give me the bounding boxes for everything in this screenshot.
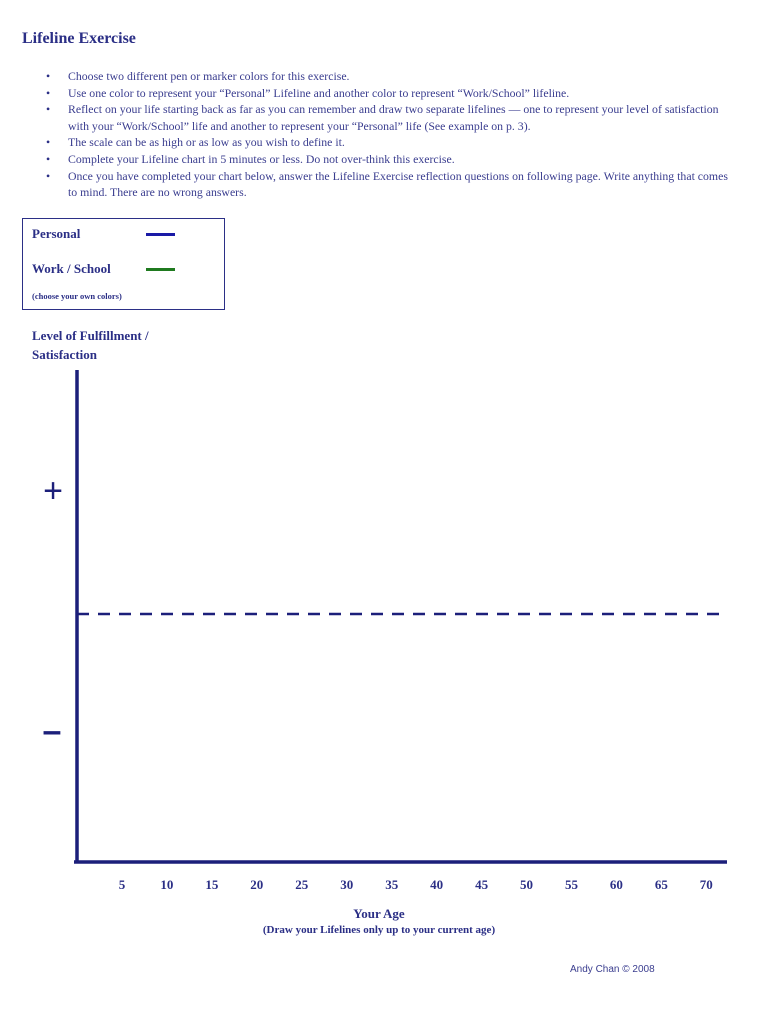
instruction-item: • Use one color to represent your “Personal” Lifeline and another color to represent “Work/School” lifeline. [40, 85, 740, 102]
x-tick-label: 35 [385, 877, 399, 892]
x-tick-label: 70 [699, 877, 713, 892]
legend-work-label: Work / School [32, 261, 111, 276]
instruction-item: • Reflect on your life starting back as far as you can remember and draw two separate lifelines — one to represent your level of satisfaction with your “Work/School” life and another to represent your “Personal” life (See example on p. 3). [40, 101, 740, 134]
x-tick-label: 40 [430, 877, 444, 892]
instruction-item: • The scale can be as high or as low as you wish to define it. [40, 134, 740, 151]
instruction-item: • Complete your Lifeline chart in 5 minutes or less. Do not over-think this exercise. [40, 151, 740, 168]
y-axis-label-line2: Satisfaction [32, 347, 97, 362]
minus-symbol: – [42, 712, 62, 750]
x-tick-label: 65 [654, 877, 668, 892]
x-tick-label: 10 [160, 877, 174, 892]
legend-note: (choose your own colors) [32, 291, 122, 301]
x-tick-label: 55 [565, 877, 578, 892]
y-axis-label-line1: Level of Fulfillment / [32, 328, 149, 343]
x-tick-label: 25 [295, 877, 309, 892]
x-tick-labels [119, 877, 713, 892]
x-tick-label: 15 [205, 877, 219, 892]
x-tick-label: 5 [118, 877, 126, 892]
x-tick-label: 20 [250, 877, 264, 892]
x-tick-label: 60 [609, 877, 623, 892]
x-tick-label: 50 [520, 877, 533, 892]
legend-personal-label: Personal [32, 226, 81, 241]
credit-text: Andy Chan © 2008 [570, 964, 655, 975]
x-tick-label: 30 [340, 877, 354, 892]
x-tick-label: 45 [475, 877, 489, 892]
instruction-item: • Choose two different pen or marker colors for this exercise. [40, 68, 740, 85]
instruction-item: • Once you have completed your chart below, answer the Lifeline Exercise reflection questions on following page. Write anything that comes to mind. There are no wrong answers. [40, 168, 740, 201]
x-axis-note: (Draw your Lifelines only up to your current age) [262, 924, 496, 936]
x-axis-label: Your Age [353, 906, 405, 921]
page-title: Lifeline Exercise [22, 30, 136, 47]
plus-symbol: + [43, 472, 63, 510]
